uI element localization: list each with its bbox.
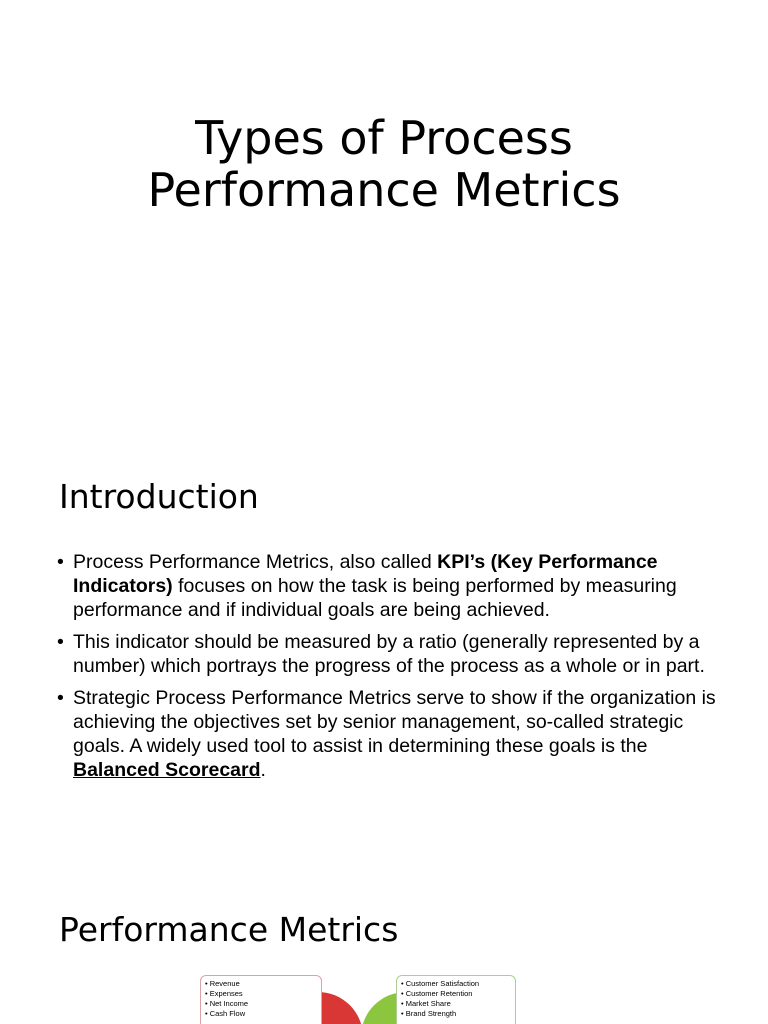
callout-item: • Market Share bbox=[401, 999, 451, 1008]
bullet-icon: • bbox=[57, 631, 64, 653]
bullet-item-strategic bbox=[57, 686, 717, 782]
bullet-icon: • bbox=[57, 551, 64, 573]
callout-item: • Customer Satisfaction bbox=[401, 979, 480, 988]
callout-item: • Brand Strength bbox=[401, 1009, 457, 1018]
introduction-heading: Introduction bbox=[59, 477, 259, 516]
balanced-scorecard-diagram bbox=[198, 975, 520, 1024]
performance-metrics-heading: Performance Metrics bbox=[59, 910, 399, 949]
introduction-bullet-list bbox=[57, 550, 717, 790]
callout-item: • Expenses bbox=[205, 989, 243, 998]
bullet-text: Process Performance Metrics, also called bbox=[73, 551, 438, 573]
bullet-icon: • bbox=[57, 687, 64, 709]
customer-callout bbox=[396, 975, 516, 1024]
callout-item: • Revenue bbox=[205, 979, 240, 988]
balanced-scorecard-link[interactable]: Balanced Scorecard bbox=[73, 759, 261, 781]
financial-callout bbox=[200, 975, 322, 1024]
title-line-1: Types of Process bbox=[195, 111, 573, 165]
bullet-text: . bbox=[260, 759, 266, 781]
callout-item: • Net Income bbox=[205, 999, 249, 1008]
callout-item: • Customer Retention bbox=[401, 989, 473, 998]
bullet-text: Strategic Process Performance Metrics serve to show if the organization is achieving the objectives set by senior management, so-called strategic goals. A widely used tool to assist in determining these goals is the bbox=[73, 687, 716, 757]
kpi-bold-term: KPI’s (Key Performance Indicators) bbox=[73, 551, 658, 597]
bullet-item-ratio bbox=[57, 630, 717, 678]
title-slide bbox=[0, 112, 768, 216]
bullet-text: focuses on how the task is being performed by measuring performance and if individual goals are being achieved. bbox=[73, 575, 677, 621]
callout-item: • Cash Flow bbox=[205, 1009, 246, 1018]
title-line-2: Performance Metrics bbox=[147, 163, 621, 217]
bullet-text: This indicator should be measured by a ratio (generally represented by a number) which portrays the progress of the process as a whole or in part. bbox=[73, 631, 705, 677]
bullet-item-kpi bbox=[57, 550, 717, 622]
